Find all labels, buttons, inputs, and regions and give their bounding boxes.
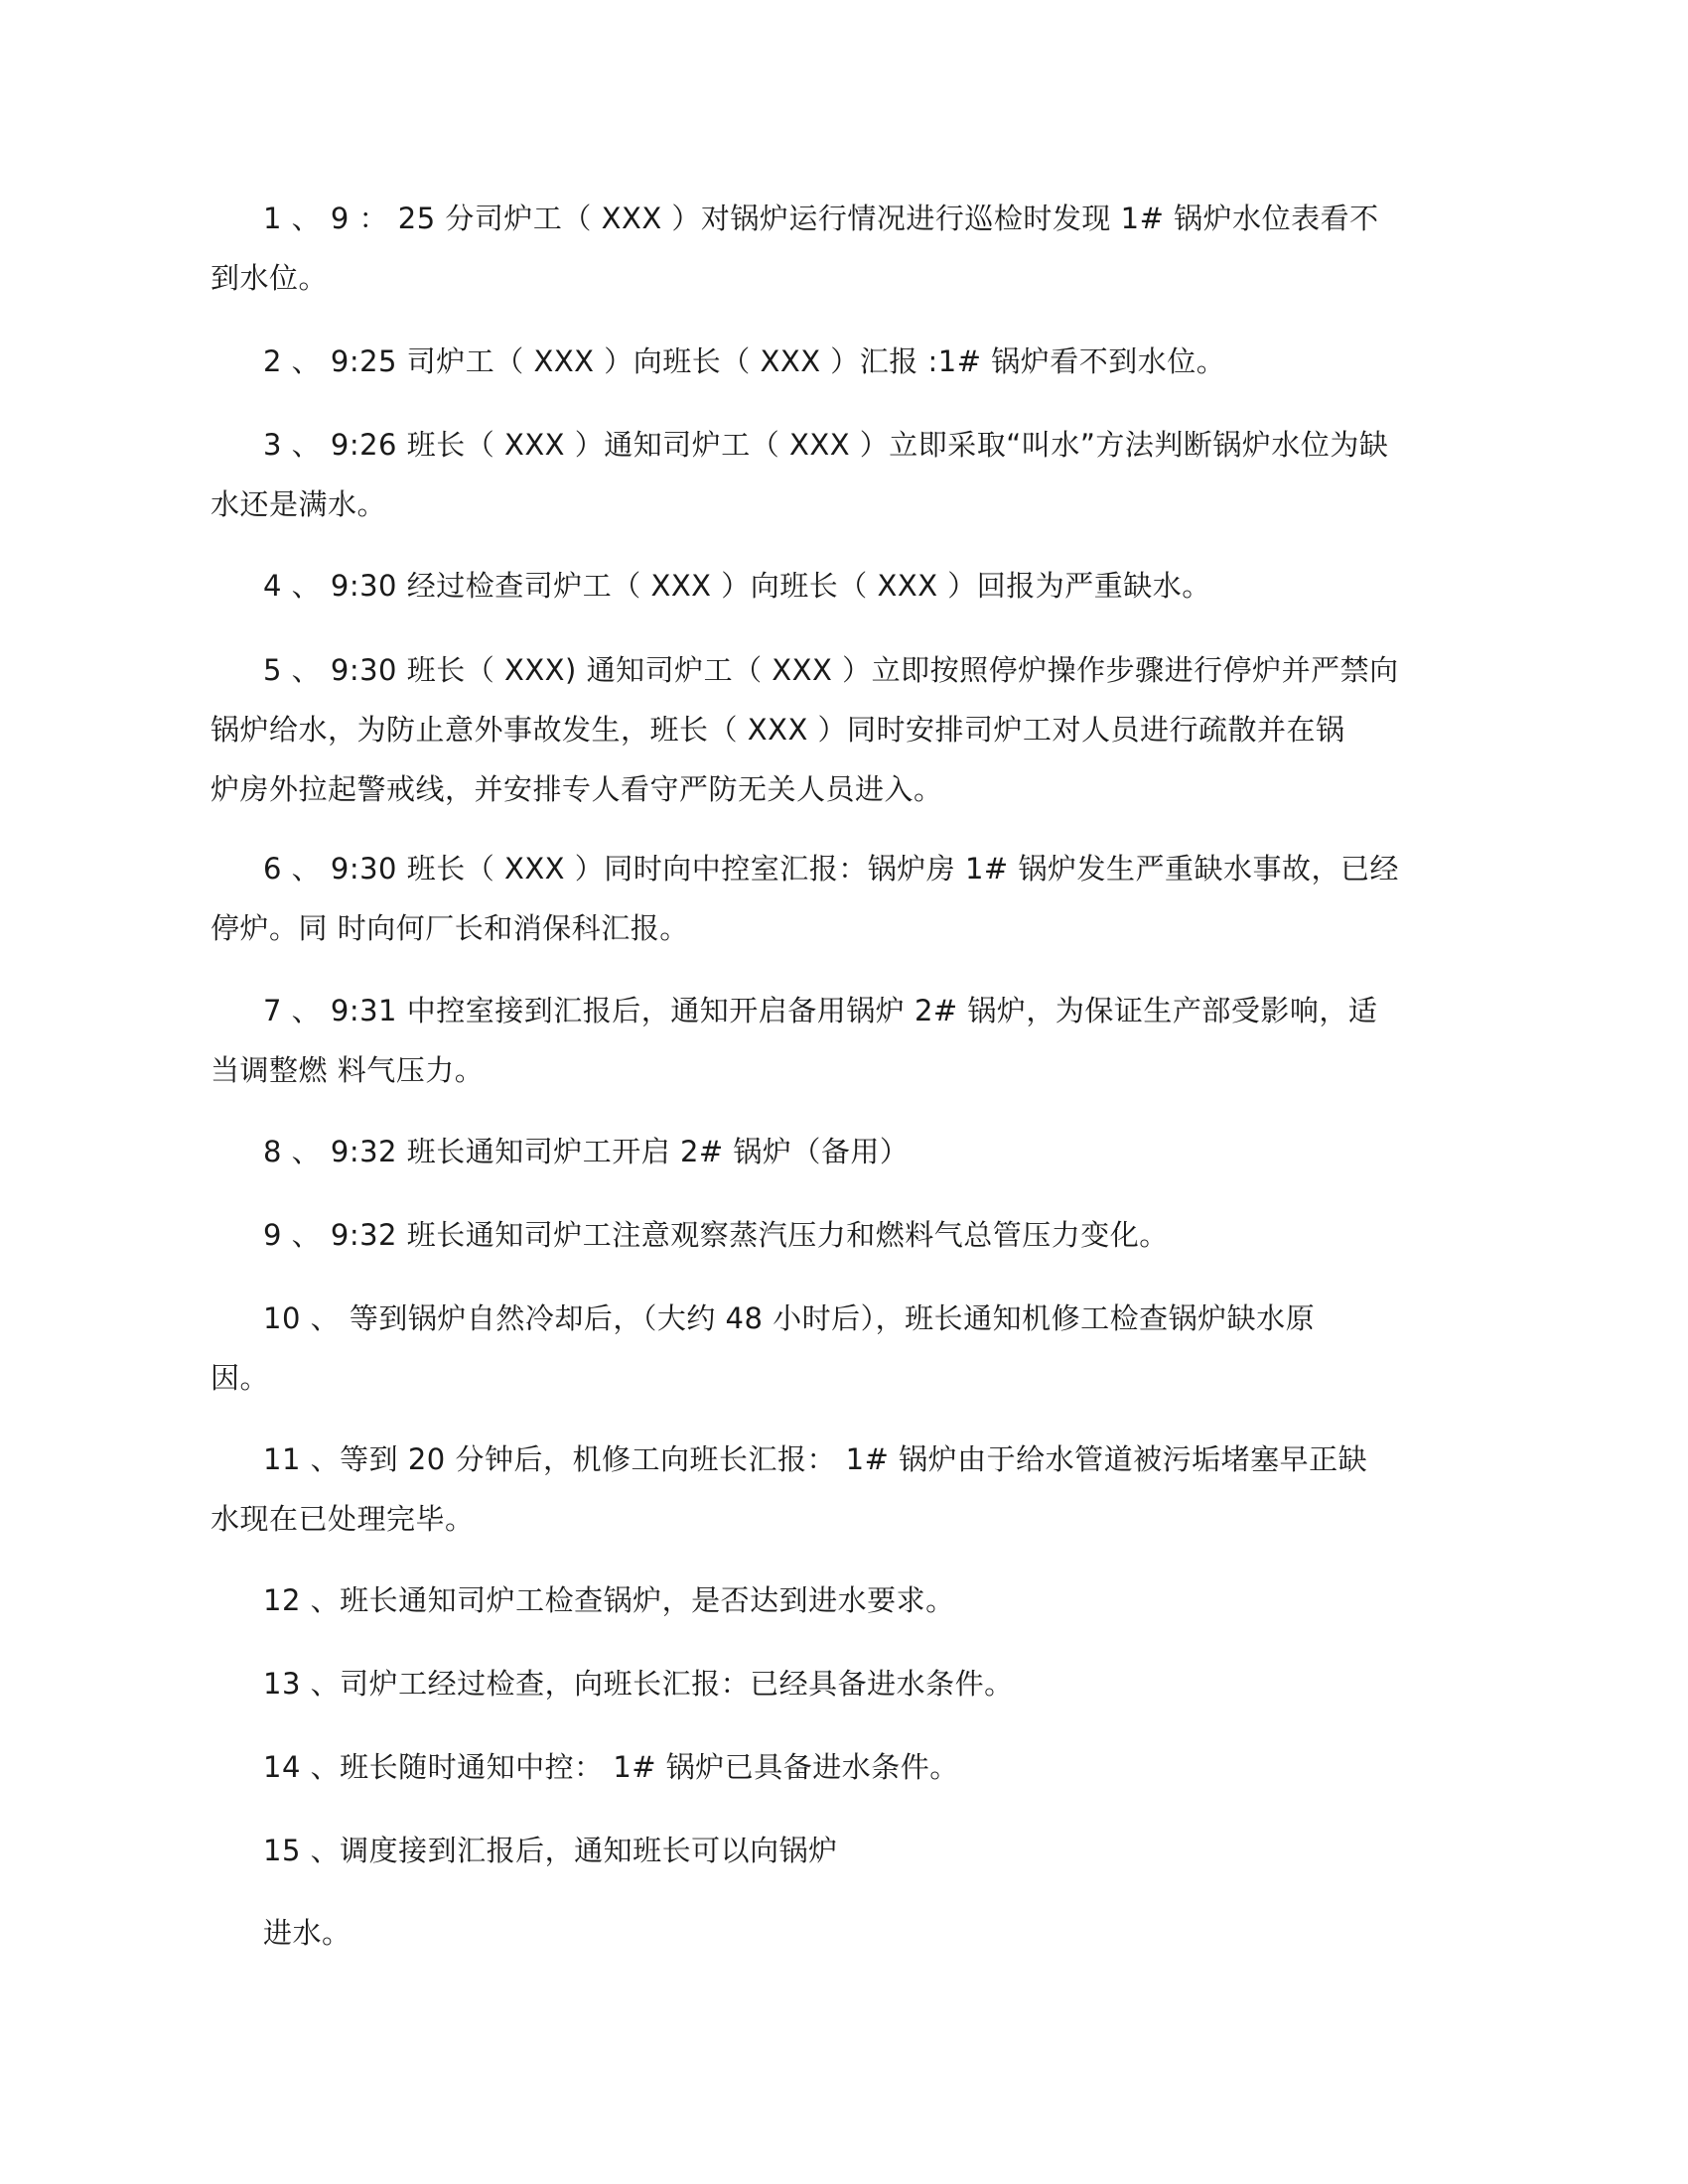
- paragraph-15: [211, 1821, 1491, 1880]
- paragraph-1-line-1: 1 、 9 ： 25 分司炉工（ XXX ）对锅炉运行情况进行巡检时发现 1# 锅炉水位表看不: [263, 202, 1379, 235]
- paragraph-12-line-1: 12 、班长通知司炉工检查锅炉，是否达到进水要求。: [263, 1583, 955, 1617]
- paragraph-1-line-2: 到水位。: [211, 261, 329, 295]
- paragraph-13: [211, 1654, 1491, 1713]
- paragraph-11: [211, 1430, 1491, 1549]
- paragraph-7-line-1: 7 、 9:31 中控室接到汇报后，通知开启备用锅炉 2# 锅炉，为保证生产部受影响，适: [263, 994, 1378, 1027]
- paragraph-3-line-2: 水还是满水。: [211, 487, 387, 521]
- paragraph-4-line-1: 4 、 9:30 经过检查司炉工（ XXX ）向班长（ XXX ）回报为严重缺水。: [263, 569, 1211, 603]
- paragraph-2: [211, 332, 1491, 391]
- paragraph-16-line-1: 进水。: [263, 1916, 352, 1950]
- paragraph-8-line-1: 8 、 9:32 班长通知司炉工开启 2# 锅炉（备用）: [263, 1135, 910, 1168]
- paragraph-15-line-1: 15 、调度接到汇报后，通知班长可以向锅炉: [263, 1834, 838, 1867]
- paragraph-7-line-2: 当调整燃 料气压力。: [211, 1053, 485, 1087]
- paragraph-9-line-1: 9 、 9:32 班长通知司炉工注意观察蒸汽压力和燃料气总管压力变化。: [263, 1218, 1169, 1252]
- paragraph-6-line-2: 停炉。同 时向何厂长和消保科汇报。: [211, 911, 689, 945]
- paragraph-16: [211, 1903, 1491, 1963]
- paragraph-5: [211, 640, 1491, 819]
- paragraph-14: [211, 1737, 1491, 1797]
- paragraph-10-line-2: 因。: [211, 1361, 270, 1395]
- paragraph-6-line-1: 6 、 9:30 班长（ XXX ）同时向中控室汇报：锅炉房 1# 锅炉发生严重缺水事故，已经: [263, 852, 1399, 886]
- paragraph-5-line-2: 锅炉给水，为防止意外事故发生，班长（ XXX ）同时安排司炉工对人员进行疏散并在锅: [211, 713, 1345, 747]
- paragraph-10-line-1: 10 、 等到锅炉自然冷却后，（大约 48 小时后），班长通知机修工检查锅炉缺水原: [263, 1301, 1316, 1335]
- paragraph-5-line-1: 5 、 9:30 班长（ XXX) 通知司炉工（ XXX ）立即按照停炉操作步骤进行停炉并严禁向: [263, 653, 1399, 687]
- paragraph-11-line-1: 11 、等到 20 分钟后，机修工向班长汇报： 1# 锅炉由于给水管道被污垢堵塞早正缺: [263, 1442, 1368, 1476]
- paragraph-1: [211, 189, 1491, 308]
- paragraph-10: [211, 1289, 1491, 1408]
- paragraph-9: [211, 1205, 1491, 1265]
- paragraph-4: [211, 556, 1491, 615]
- paragraph-3-line-1: 3 、 9:26 班长（ XXX ）通知司炉工（ XXX ）立即采取“叫水”方法判断锅炉水位为缺: [263, 428, 1389, 462]
- paragraph-5-line-3: 炉房外拉起警戒线，并安排专人看守严防无关人员进入。: [211, 772, 943, 806]
- paragraph-14-line-1: 14 、班长随时通知中控： 1# 锅炉已具备进水条件。: [263, 1750, 959, 1784]
- paragraph-11-line-2: 水现在已处理完毕。: [211, 1502, 475, 1536]
- paragraph-6: [211, 839, 1491, 958]
- paragraph-12: [211, 1570, 1491, 1630]
- paragraph-8: [211, 1122, 1491, 1181]
- paragraph-7: [211, 981, 1491, 1100]
- paragraph-2-line-1: 2 、 9:25 司炉工（ XXX ）向班长（ XXX ）汇报 :1# 锅炉看不到水位。: [263, 344, 1226, 378]
- paragraph-3: [211, 415, 1491, 534]
- paragraph-13-line-1: 13 、司炉工经过检查，向班长汇报：已经具备进水条件。: [263, 1667, 1014, 1701]
